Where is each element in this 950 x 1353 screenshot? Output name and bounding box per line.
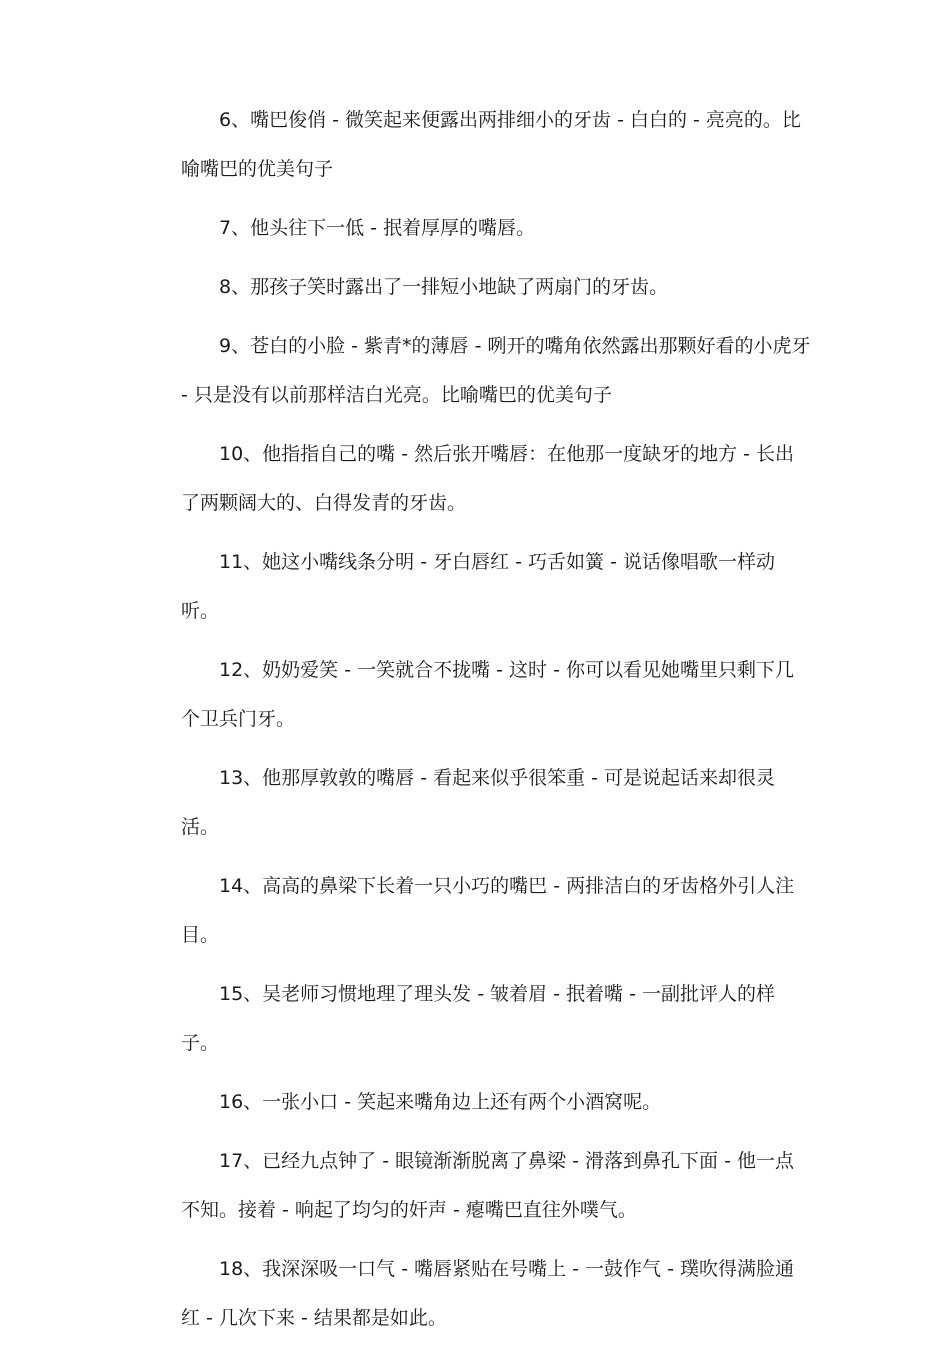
paragraph-6: 6、嘴巴俊俏 - 微笑起来便露出两排细小的牙齿 - 白白的 - 亮亮的。比喻嘴巴的优美句子 (181, 109, 801, 180)
paragraph-18: 18、我深深吸一口气 - 嘴唇紧贴在号嘴上 - 一鼓作气 - 璞吹得满脸通红 - 几次下来 - 结果都是如此。 (181, 1258, 794, 1329)
paragraph-11: 11、她这小嘴线条分明 - 牙白唇红 - 巧舌如簧 - 说话像唱歌一样动听。 (181, 551, 775, 622)
paragraph-16: 16、一张小口 - 笑起来嘴角边上还有两个小酒窝呢。 (219, 1091, 662, 1113)
paragraph-14: 14、高高的鼻梁下长着一只小巧的嘴巴 - 两排洁白的牙齿格外引人注目。 (181, 875, 795, 946)
paragraph-7: 7、他头往下一低 - 抿着厚厚的嘴唇。 (219, 217, 536, 239)
paragraph-10: 10、他指指自己的嘴 - 然后张开嘴唇：在他那一度缺牙的地方 - 长出了两颗阔大的、白得发青的牙齿。 (181, 443, 795, 514)
document-body (181, 96, 811, 1353)
paragraph-8: 8、那孩子笑时露出了一排短小地缺了两扇门的牙齿。 (219, 276, 669, 298)
paragraph-15: 15、吴老师习惯地理了理头发 - 皱着眉 - 抿着嘴 - 一副批评人的样子。 (181, 983, 775, 1054)
paragraph-9: 9、苍白的小脸 - 紫青*的薄唇 - 咧开的嘴角依然露出那颗好看的小虎牙 - 只是没有以前那样洁白光亮。比喻嘴巴的优美句子 (181, 335, 811, 406)
paragraph-17: 17、已经九点钟了 - 眼镜渐渐脱离了鼻梁 - 滑落到鼻孔下面 - 他一点不知。接着 - 响起了均匀的奸声 - 瘪嘴巴直往外噗气。 (181, 1150, 794, 1221)
paragraph-12: 12、奶奶爱笑 - 一笑就合不拢嘴 - 这时 - 你可以看见她嘴里只剩下几个卫兵门牙。 (181, 659, 794, 730)
paragraph-13: 13、他那厚敦敦的嘴唇 - 看起来似乎很笨重 - 可是说起话来却很灵活。 (181, 767, 776, 838)
